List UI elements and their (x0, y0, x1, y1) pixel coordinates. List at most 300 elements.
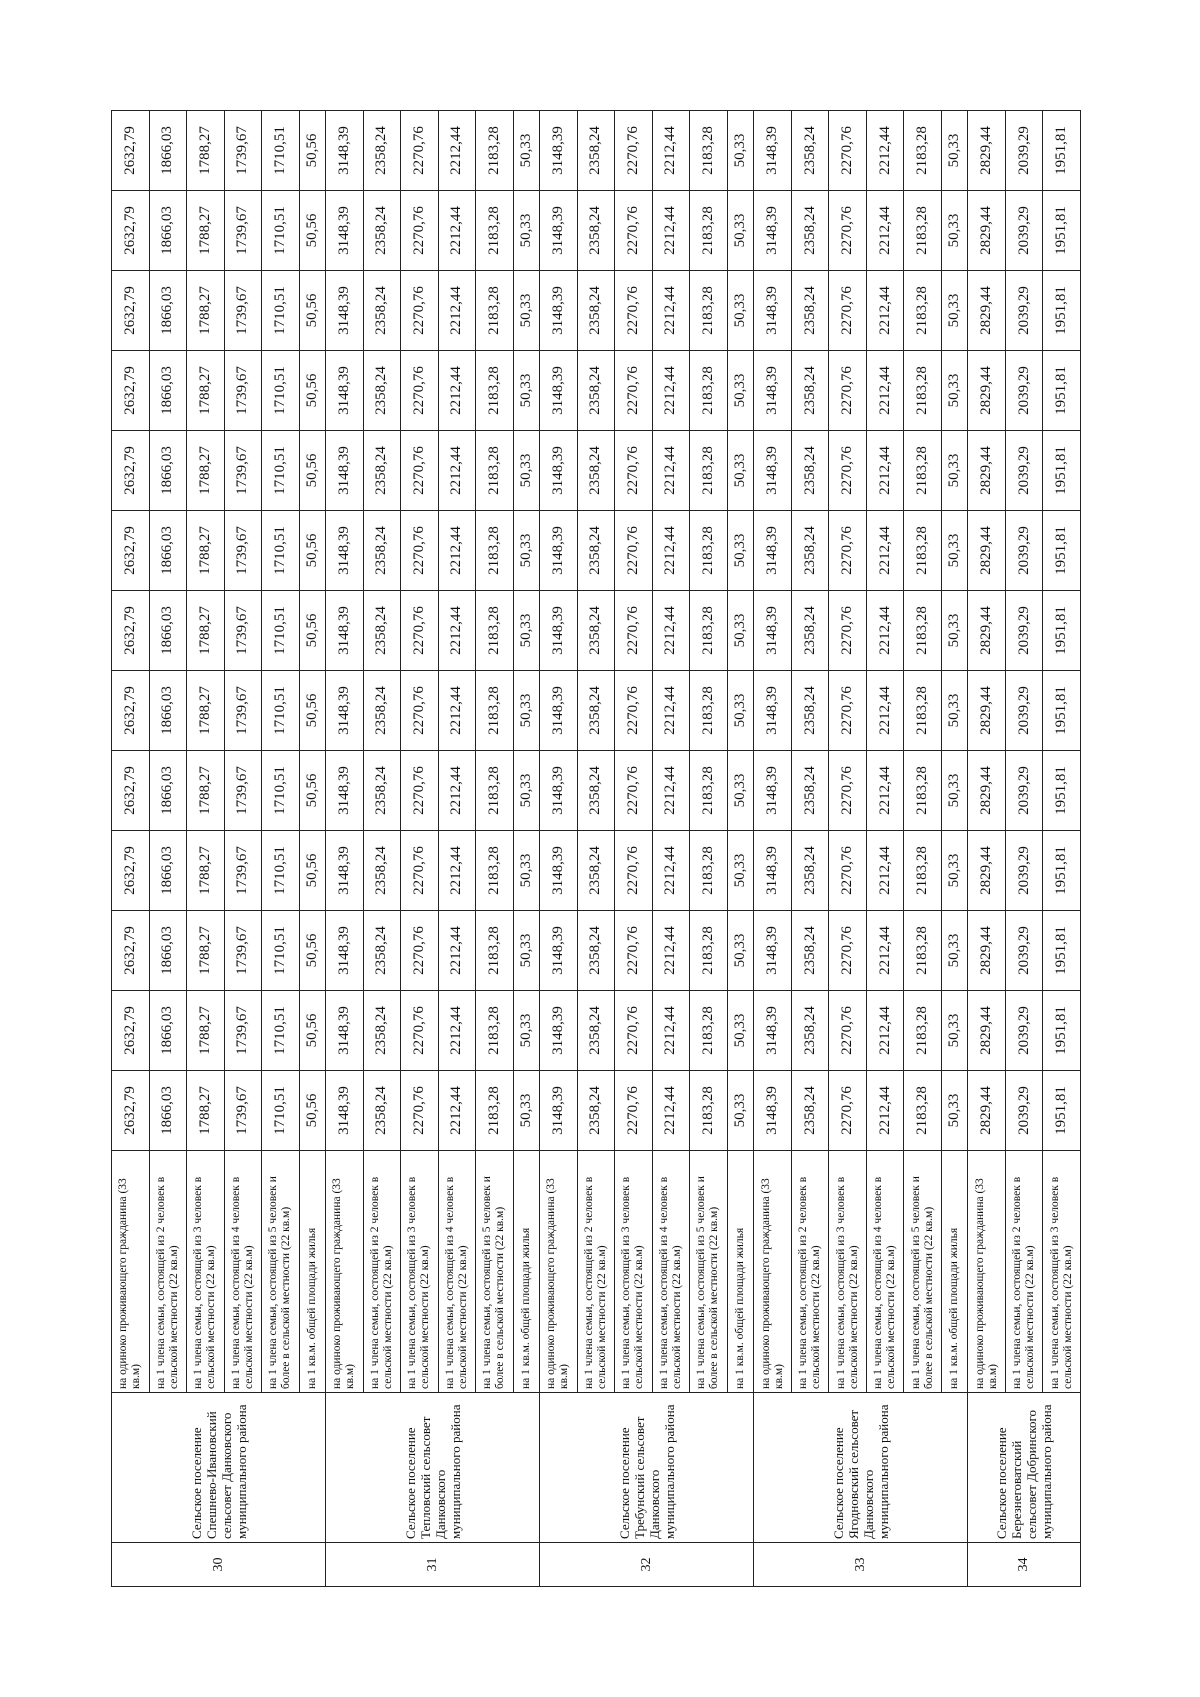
value-cell: 2358,24 (791, 751, 829, 831)
value-cell: 2270,76 (829, 351, 867, 431)
norm-description: на 1 кв.м. общей площади жилья (941, 1151, 968, 1393)
value-cell: 50,33 (727, 751, 754, 831)
value-cell: 2039,29 (1005, 111, 1043, 191)
settlement-name: Сельское поселение Спешнево-Ивановский сельсовет Данковского муниципального района (112, 1393, 326, 1543)
value-cell: 2183,28 (904, 511, 942, 591)
value-cell: 50,33 (941, 111, 968, 191)
value-cell: 3148,39 (754, 671, 792, 751)
value-cell: 2358,24 (577, 591, 615, 671)
value-cell: 3148,39 (754, 191, 792, 271)
value-cell: 2829,44 (968, 911, 1006, 991)
value-cell: 2212,44 (438, 831, 476, 911)
value-cell: 50,33 (513, 351, 540, 431)
value-cell: 1710,51 (262, 751, 300, 831)
value-cell: 2212,44 (438, 111, 476, 191)
value-cell: 3148,39 (326, 431, 364, 511)
value-cell: 50,33 (513, 751, 540, 831)
table-row (262, 111, 300, 1587)
value-cell: 2632,79 (112, 191, 150, 271)
table-row (513, 111, 540, 1587)
value-cell: 2270,76 (401, 831, 439, 911)
table-row (791, 111, 829, 1587)
norm-description: на 1 члена семьи, состоящей из 3 человек в сельской местности (22 кв.м) (829, 1151, 867, 1393)
value-cell: 3148,39 (540, 671, 578, 751)
value-cell: 2039,29 (1005, 271, 1043, 351)
value-cell: 2270,76 (829, 191, 867, 271)
value-cell: 50,56 (299, 991, 326, 1071)
value-cell: 3148,39 (754, 351, 792, 431)
value-cell: 2632,79 (112, 271, 150, 351)
value-cell: 50,33 (727, 991, 754, 1071)
table-row (941, 111, 968, 1587)
value-cell: 2183,28 (690, 831, 728, 911)
value-cell: 2183,28 (476, 431, 514, 511)
value-cell: 3148,39 (754, 431, 792, 511)
value-cell: 3148,39 (754, 111, 792, 191)
value-cell: 2212,44 (866, 671, 904, 751)
value-cell: 1951,81 (1043, 191, 1081, 271)
value-cell: 1739,67 (224, 191, 262, 271)
value-cell: 3148,39 (754, 271, 792, 351)
settlement-name: Сельское поселение Березнеговатский сельсовет Добринского муниципального района (968, 1393, 1081, 1543)
value-cell: 50,33 (941, 431, 968, 511)
value-cell: 50,33 (941, 671, 968, 751)
value-cell: 2829,44 (968, 511, 1006, 591)
value-cell: 1710,51 (262, 1071, 300, 1151)
value-cell: 2212,44 (438, 271, 476, 351)
value-cell: 2829,44 (968, 111, 1006, 191)
value-cell: 50,33 (727, 111, 754, 191)
value-cell: 2212,44 (652, 751, 690, 831)
table-row (299, 111, 326, 1587)
value-cell: 1951,81 (1043, 351, 1081, 431)
table-row (1005, 111, 1043, 1587)
value-cell: 3148,39 (326, 351, 364, 431)
value-cell: 2270,76 (615, 591, 653, 671)
value-cell: 1739,67 (224, 991, 262, 1071)
value-cell: 1739,67 (224, 111, 262, 191)
value-cell: 50,33 (513, 911, 540, 991)
value-cell: 2212,44 (866, 911, 904, 991)
value-cell: 1951,81 (1043, 271, 1081, 351)
norm-description: на 1 члена семьи, состоящей из 3 человек в сельской местности (22 кв.м) (615, 1151, 653, 1393)
value-cell: 2829,44 (968, 351, 1006, 431)
value-cell: 1710,51 (262, 351, 300, 431)
rotated-table-page (111, 111, 1081, 1587)
value-cell: 2183,28 (690, 911, 728, 991)
table-row (1043, 111, 1081, 1587)
value-cell: 3148,39 (326, 591, 364, 671)
value-cell: 2270,76 (615, 1071, 653, 1151)
value-cell: 50,33 (941, 1071, 968, 1151)
value-cell: 50,56 (299, 831, 326, 911)
settlement-name: Сельское поселение Тепловский сельсовет Данковского муниципального района (326, 1393, 540, 1543)
value-cell: 2358,24 (577, 991, 615, 1071)
value-cell: 1788,27 (187, 271, 225, 351)
value-cell: 2358,24 (577, 1071, 615, 1151)
value-cell: 2358,24 (363, 351, 401, 431)
value-cell: 1951,81 (1043, 671, 1081, 751)
value-cell: 2358,24 (791, 671, 829, 751)
table-row (112, 111, 150, 1587)
value-cell: 2212,44 (652, 511, 690, 591)
value-cell: 1866,03 (149, 591, 187, 671)
value-cell: 1951,81 (1043, 111, 1081, 191)
value-cell: 1710,51 (262, 111, 300, 191)
value-cell: 2212,44 (866, 351, 904, 431)
value-cell: 2183,28 (476, 751, 514, 831)
value-cell: 50,33 (941, 591, 968, 671)
value-cell: 50,33 (941, 831, 968, 911)
value-cell: 1866,03 (149, 831, 187, 911)
value-cell: 1788,27 (187, 1071, 225, 1151)
value-cell: 2632,79 (112, 511, 150, 591)
value-cell: 1866,03 (149, 511, 187, 591)
value-cell: 1788,27 (187, 511, 225, 591)
value-cell: 50,33 (941, 351, 968, 431)
value-cell: 2183,28 (904, 351, 942, 431)
value-cell: 2270,76 (829, 991, 867, 1071)
value-cell: 2270,76 (401, 271, 439, 351)
norm-description: на 1 члена семьи, состоящей из 2 человек в сельской местности (22 кв.м) (577, 1151, 615, 1393)
value-cell: 1866,03 (149, 671, 187, 751)
value-cell: 2270,76 (615, 191, 653, 271)
value-cell: 3148,39 (326, 991, 364, 1071)
value-cell: 3148,39 (754, 751, 792, 831)
value-cell: 2358,24 (791, 431, 829, 511)
value-cell: 2183,28 (904, 111, 942, 191)
value-cell: 50,33 (727, 511, 754, 591)
value-cell: 3148,39 (540, 511, 578, 591)
value-cell: 2358,24 (363, 511, 401, 591)
norm-description: на 1 кв.м. общей площади жилья (727, 1151, 754, 1393)
norm-description: на 1 члена семьи, состоящей из 2 человек в сельской местности (22 кв.м) (149, 1151, 187, 1393)
value-cell: 50,33 (727, 591, 754, 671)
value-cell: 1866,03 (149, 911, 187, 991)
value-cell: 2039,29 (1005, 991, 1043, 1071)
value-cell: 1739,67 (224, 271, 262, 351)
value-cell: 2270,76 (615, 751, 653, 831)
table-row (754, 111, 792, 1587)
value-cell: 2358,24 (577, 431, 615, 511)
value-cell: 2212,44 (438, 751, 476, 831)
value-cell: 1788,27 (187, 191, 225, 271)
value-cell: 2270,76 (401, 911, 439, 991)
value-cell: 3148,39 (754, 911, 792, 991)
value-cell: 3148,39 (754, 831, 792, 911)
norm-description: на одиноко проживающего гражданина (33 кв.м) (326, 1151, 364, 1393)
value-cell: 2270,76 (615, 671, 653, 751)
value-cell: 2212,44 (438, 991, 476, 1071)
value-cell: 2270,76 (401, 991, 439, 1071)
norm-description: на 1 члена семьи, состоящей из 3 человек в сельской местности (22 кв.м) (401, 1151, 439, 1393)
value-cell: 3148,39 (754, 591, 792, 671)
value-cell: 50,33 (941, 191, 968, 271)
value-cell: 1951,81 (1043, 911, 1081, 991)
value-cell: 2212,44 (438, 431, 476, 511)
value-cell: 3148,39 (540, 831, 578, 911)
value-cell: 2632,79 (112, 911, 150, 991)
value-cell: 3148,39 (540, 191, 578, 271)
value-cell: 50,33 (727, 351, 754, 431)
value-cell: 2270,76 (829, 1071, 867, 1151)
value-cell: 2212,44 (866, 431, 904, 511)
value-cell: 2632,79 (112, 431, 150, 511)
value-cell: 2358,24 (791, 991, 829, 1071)
value-cell: 3148,39 (540, 111, 578, 191)
value-cell: 2212,44 (438, 191, 476, 271)
value-cell: 1788,27 (187, 991, 225, 1071)
value-cell: 2358,24 (577, 671, 615, 751)
norm-description: на 1 кв.м. общей площади жилья (299, 1151, 326, 1393)
value-cell: 50,33 (727, 1071, 754, 1151)
value-cell: 2358,24 (577, 351, 615, 431)
value-cell: 2358,24 (791, 831, 829, 911)
value-cell: 1739,67 (224, 511, 262, 591)
value-cell: 2358,24 (791, 1071, 829, 1151)
table-row (904, 111, 942, 1587)
value-cell: 50,56 (299, 751, 326, 831)
value-cell: 2183,28 (476, 511, 514, 591)
value-cell: 50,33 (513, 1071, 540, 1151)
tariff-table (111, 110, 1081, 1587)
value-cell: 3148,39 (540, 431, 578, 511)
value-cell: 2212,44 (866, 751, 904, 831)
value-cell: 2632,79 (112, 991, 150, 1071)
value-cell: 2270,76 (615, 991, 653, 1071)
value-cell: 50,33 (941, 511, 968, 591)
value-cell: 2212,44 (438, 591, 476, 671)
value-cell: 2212,44 (866, 991, 904, 1071)
value-cell: 2212,44 (438, 671, 476, 751)
value-cell: 1739,67 (224, 831, 262, 911)
value-cell: 2270,76 (829, 751, 867, 831)
value-cell: 50,33 (513, 271, 540, 351)
value-cell: 2183,28 (476, 591, 514, 671)
value-cell: 2270,76 (401, 511, 439, 591)
value-cell: 2270,76 (401, 751, 439, 831)
value-cell: 2358,24 (577, 751, 615, 831)
value-cell: 2183,28 (476, 991, 514, 1071)
value-cell: 2183,28 (476, 831, 514, 911)
value-cell: 2632,79 (112, 831, 150, 911)
table-row (615, 111, 653, 1587)
value-cell: 2270,76 (401, 591, 439, 671)
value-cell: 50,56 (299, 591, 326, 671)
value-cell: 2829,44 (968, 671, 1006, 751)
value-cell: 2632,79 (112, 351, 150, 431)
value-cell: 2829,44 (968, 991, 1006, 1071)
norm-description: на 1 члена семьи, состоящей из 5 человек и более в сельской местности (22 кв.м) (262, 1151, 300, 1393)
value-cell: 2270,76 (401, 111, 439, 191)
value-cell: 1866,03 (149, 271, 187, 351)
table-row (540, 111, 578, 1587)
value-cell: 1710,51 (262, 911, 300, 991)
value-cell: 50,33 (941, 751, 968, 831)
value-cell: 3148,39 (540, 991, 578, 1071)
value-cell: 2183,28 (690, 271, 728, 351)
value-cell: 1710,51 (262, 831, 300, 911)
value-cell: 2270,76 (615, 831, 653, 911)
value-cell: 50,56 (299, 431, 326, 511)
value-cell: 2212,44 (866, 271, 904, 351)
value-cell: 2183,28 (476, 351, 514, 431)
value-cell: 1710,51 (262, 511, 300, 591)
value-cell: 2358,24 (791, 271, 829, 351)
value-cell: 2212,44 (866, 591, 904, 671)
value-cell: 2270,76 (615, 431, 653, 511)
norm-description: на 1 члена семьи, состоящей из 2 человек в сельской местности (22 кв.м) (1005, 1151, 1043, 1393)
value-cell: 1739,67 (224, 591, 262, 671)
norm-description: на 1 члена семьи, состоящей из 3 человек в сельской местности (22 кв.м) (1043, 1151, 1081, 1393)
value-cell: 2358,24 (363, 271, 401, 351)
value-cell: 1951,81 (1043, 831, 1081, 911)
value-cell: 3148,39 (326, 831, 364, 911)
value-cell: 2270,76 (829, 591, 867, 671)
value-cell: 50,33 (513, 991, 540, 1071)
value-cell: 2270,76 (615, 111, 653, 191)
value-cell: 2358,24 (363, 431, 401, 511)
value-cell: 50,33 (513, 191, 540, 271)
value-cell: 3148,39 (326, 751, 364, 831)
value-cell: 2039,29 (1005, 351, 1043, 431)
value-cell: 2212,44 (652, 831, 690, 911)
value-cell: 1788,27 (187, 111, 225, 191)
value-cell: 1788,27 (187, 831, 225, 911)
value-cell: 2270,76 (615, 271, 653, 351)
value-cell: 2632,79 (112, 751, 150, 831)
settlement-name: Сельское поселение Требунский сельсовет Данковского муниципального района (540, 1393, 754, 1543)
value-cell: 2829,44 (968, 591, 1006, 671)
value-cell: 2212,44 (866, 111, 904, 191)
value-cell: 2632,79 (112, 591, 150, 671)
value-cell: 2829,44 (968, 1071, 1006, 1151)
value-cell: 2183,28 (690, 671, 728, 751)
table-body (112, 111, 1081, 1587)
value-cell: 1866,03 (149, 191, 187, 271)
value-cell: 50,33 (727, 831, 754, 911)
value-cell: 50,56 (299, 111, 326, 191)
row-number: 30 (112, 1543, 326, 1587)
value-cell: 2270,76 (615, 911, 653, 991)
value-cell: 50,33 (513, 431, 540, 511)
value-cell: 2270,76 (829, 911, 867, 991)
value-cell: 2270,76 (829, 511, 867, 591)
value-cell: 2183,28 (476, 911, 514, 991)
value-cell: 3148,39 (540, 271, 578, 351)
value-cell: 2183,28 (690, 751, 728, 831)
value-cell: 2183,28 (904, 991, 942, 1071)
value-cell: 2183,28 (690, 1071, 728, 1151)
table-row (149, 111, 187, 1587)
value-cell: 1866,03 (149, 111, 187, 191)
value-cell: 1739,67 (224, 751, 262, 831)
value-cell: 2212,44 (866, 191, 904, 271)
value-cell: 2829,44 (968, 831, 1006, 911)
value-cell: 1951,81 (1043, 1071, 1081, 1151)
value-cell: 1951,81 (1043, 751, 1081, 831)
value-cell: 1951,81 (1043, 991, 1081, 1071)
value-cell: 2632,79 (112, 671, 150, 751)
value-cell: 2358,24 (363, 831, 401, 911)
value-cell: 2212,44 (652, 111, 690, 191)
table-row (968, 111, 1006, 1587)
value-cell: 2183,28 (904, 191, 942, 271)
value-cell: 50,33 (513, 671, 540, 751)
table-row (727, 111, 754, 1587)
value-cell: 2212,44 (652, 351, 690, 431)
value-cell: 3148,39 (326, 271, 364, 351)
value-cell: 2039,29 (1005, 191, 1043, 271)
norm-description: на 1 члена семьи, состоящей из 4 человек в сельской местности (22 кв.м) (438, 1151, 476, 1393)
value-cell: 1788,27 (187, 431, 225, 511)
value-cell: 3148,39 (540, 911, 578, 991)
value-cell: 3148,39 (540, 591, 578, 671)
value-cell: 2270,76 (829, 111, 867, 191)
value-cell: 2183,28 (476, 1071, 514, 1151)
value-cell: 1710,51 (262, 671, 300, 751)
norm-description: на 1 члена семьи, состоящей из 3 человек в сельской местности (22 кв.м) (187, 1151, 225, 1393)
value-cell: 2358,24 (363, 111, 401, 191)
value-cell: 2270,76 (615, 351, 653, 431)
value-cell: 2829,44 (968, 271, 1006, 351)
value-cell: 1710,51 (262, 271, 300, 351)
value-cell: 50,56 (299, 911, 326, 991)
value-cell: 2270,76 (401, 1071, 439, 1151)
value-cell: 2270,76 (401, 191, 439, 271)
value-cell: 2212,44 (652, 671, 690, 751)
value-cell: 2829,44 (968, 751, 1006, 831)
value-cell: 2358,24 (363, 991, 401, 1071)
value-cell: 2212,44 (652, 271, 690, 351)
value-cell: 2358,24 (577, 191, 615, 271)
table-row (187, 111, 225, 1587)
value-cell: 2183,28 (690, 591, 728, 671)
value-cell: 2270,76 (615, 511, 653, 591)
value-cell: 2039,29 (1005, 751, 1043, 831)
value-cell: 3148,39 (540, 751, 578, 831)
value-cell: 50,56 (299, 1071, 326, 1151)
value-cell: 2358,24 (791, 351, 829, 431)
norm-description: на 1 члена семьи, состоящей из 2 человек в сельской местности (22 кв.м) (791, 1151, 829, 1393)
value-cell: 2358,24 (577, 831, 615, 911)
value-cell: 50,56 (299, 191, 326, 271)
value-cell: 2358,24 (363, 911, 401, 991)
norm-description: на 1 члена семьи, состоящей из 5 человек и более в сельской местности (22 кв.м) (904, 1151, 942, 1393)
norm-description: на 1 кв.м. общей площади жилья (513, 1151, 540, 1393)
value-cell: 2183,28 (904, 271, 942, 351)
value-cell: 50,33 (941, 991, 968, 1071)
value-cell: 2039,29 (1005, 671, 1043, 751)
value-cell: 1866,03 (149, 751, 187, 831)
table-row (829, 111, 867, 1587)
norm-description: на одиноко проживающего гражданина (33 кв.м) (754, 1151, 792, 1393)
norm-description: на 1 члена семьи, состоящей из 2 человек в сельской местности (22 кв.м) (363, 1151, 401, 1393)
value-cell: 2212,44 (438, 1071, 476, 1151)
row-number: 34 (968, 1543, 1081, 1587)
value-cell: 1951,81 (1043, 511, 1081, 591)
value-cell: 1951,81 (1043, 591, 1081, 671)
value-cell: 50,33 (727, 271, 754, 351)
value-cell: 2212,44 (866, 1071, 904, 1151)
value-cell: 1739,67 (224, 1071, 262, 1151)
norm-description: на 1 члена семьи, состоящей из 4 человек в сельской местности (22 кв.м) (224, 1151, 262, 1393)
value-cell: 3148,39 (326, 671, 364, 751)
row-number: 33 (754, 1543, 968, 1587)
value-cell: 2358,24 (791, 911, 829, 991)
value-cell: 2358,24 (363, 751, 401, 831)
value-cell: 2183,28 (476, 111, 514, 191)
